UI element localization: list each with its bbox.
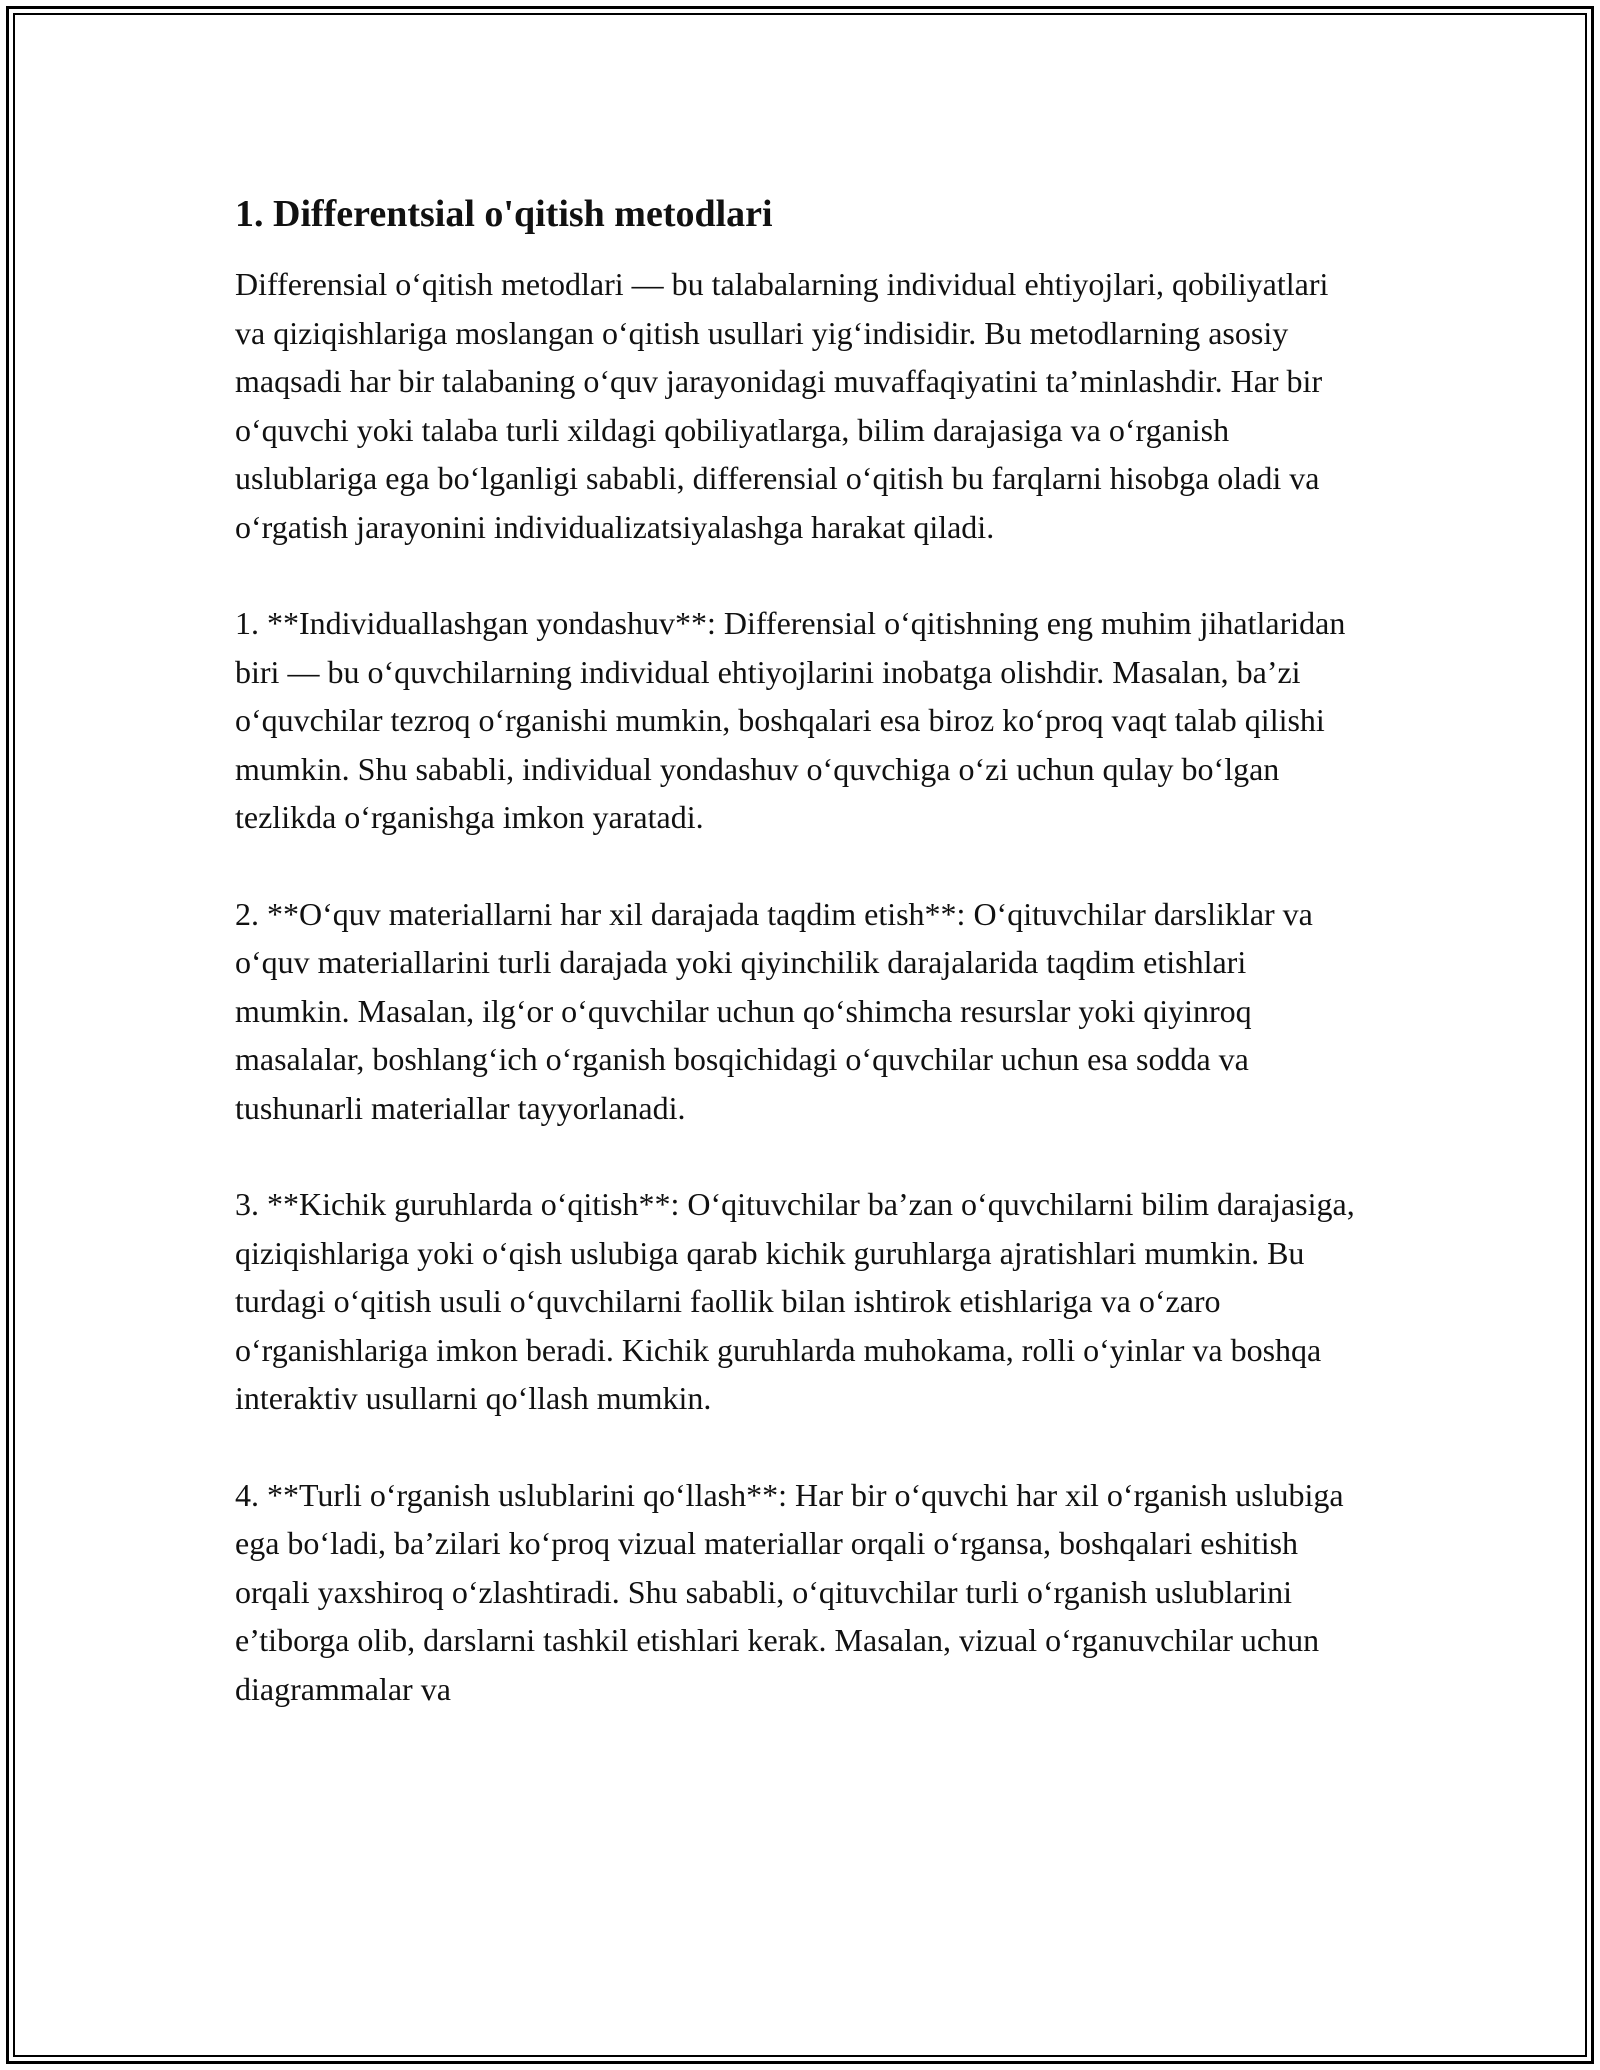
list-item-small-groups: 3. **Kichik guruhlarda o‘qitish**: O‘qituvchilar ba’zan o‘quvchilarni bilim darajasiga, qiziqishlariga yoki o‘qish uslubiga qarab kichik guruhlarga ajratishlari mumkin. Bu turdagi o‘qitish usuli o‘quvchilarni faollik bilan ishtirok etishlariga va o‘zaro o‘rganishlariga imkon beradi. Kichik guruhlarda muhokama, rolli o‘yinlar va boshqa interaktiv usullarni qo‘llash mumkin. <box>235 1186 1355 1416</box>
list-item-learning-styles: 4. **Turli o‘rganish uslublarini qo‘llash**: Har bir o‘quvchi har xil o‘rganish uslubiga ega bo‘ladi, ba’zilari ko‘proq vizual materiallar orqali o‘rgansa, boshqalari eshitish orqali yaxshiroq o‘zlashtiradi. Shu sababli, o‘qituvchilar turli o‘rganish uslublarini e’tiborga olib, darslarni tashkil etishlari kerak. Masalan, vizual o‘rganuvchilar uchun diagrammalar va <box>235 1476 1344 1707</box>
list-item-individualized-approach: 1. **Individuallashgan yondashuv**: Differensial o‘qitishning eng muhim jihatlaridan biri — bu o‘quvchilarning individual ehtiyojlarini inobatga olishdir. Masalan, ba’zi o‘quvchilar tezroq o‘rganishi mumkin, boshqalari esa biroz ko‘proq vaqt talab qilishi mumkin. Shu sababli, individual yondashuv o‘quvchiga o‘zi uchun qulay bo‘lgan tezlikda o‘rganishga imkon yaratadi. <box>235 605 1346 835</box>
intro-paragraph: Differensial o‘qitish metodlari — bu talabalarning individual ehtiyojlari, qobiliyatlari va qiziqishlariga moslangan o‘qitish usullari yig‘indisidir. Bu metodlarning asosiy maqsadi har bir talabaning o‘quv jarayonidagi muvaffaqiyatini ta’minlashdir. Har bir o‘quvchi yoki talaba turli xildagi qobiliyatlarga, bilim darajasiga va o‘rganish uslublariga ega bo‘lganligi sababli, differensial o‘qitish bu farqlarni hisobga oladi va o‘rgatish jarayonini individualizatsiyalashga harakat qiladi. <box>235 266 1329 545</box>
document-title: 1. Differentsial o'qitish metodlari <box>235 193 773 235</box>
document-body <box>235 186 1365 1761</box>
list-item-materials-levels: 2. **O‘quv materiallarni har xil darajada taqdim etish**: O‘qituvchilar darsliklar va o‘quv materiallarini turli darajada yoki qiyinchilik darajalarida taqdim etishlari mumkin. Masalan, ilg‘or o‘quvchilar uchun qo‘shimcha resurslar yoki qiyinroq masalalar, boshlang‘ich o‘rganish bosqichidagi o‘quvchilar uchun esa sodda va tushunarli materiallar tayyorlanadi. <box>235 895 1313 1126</box>
